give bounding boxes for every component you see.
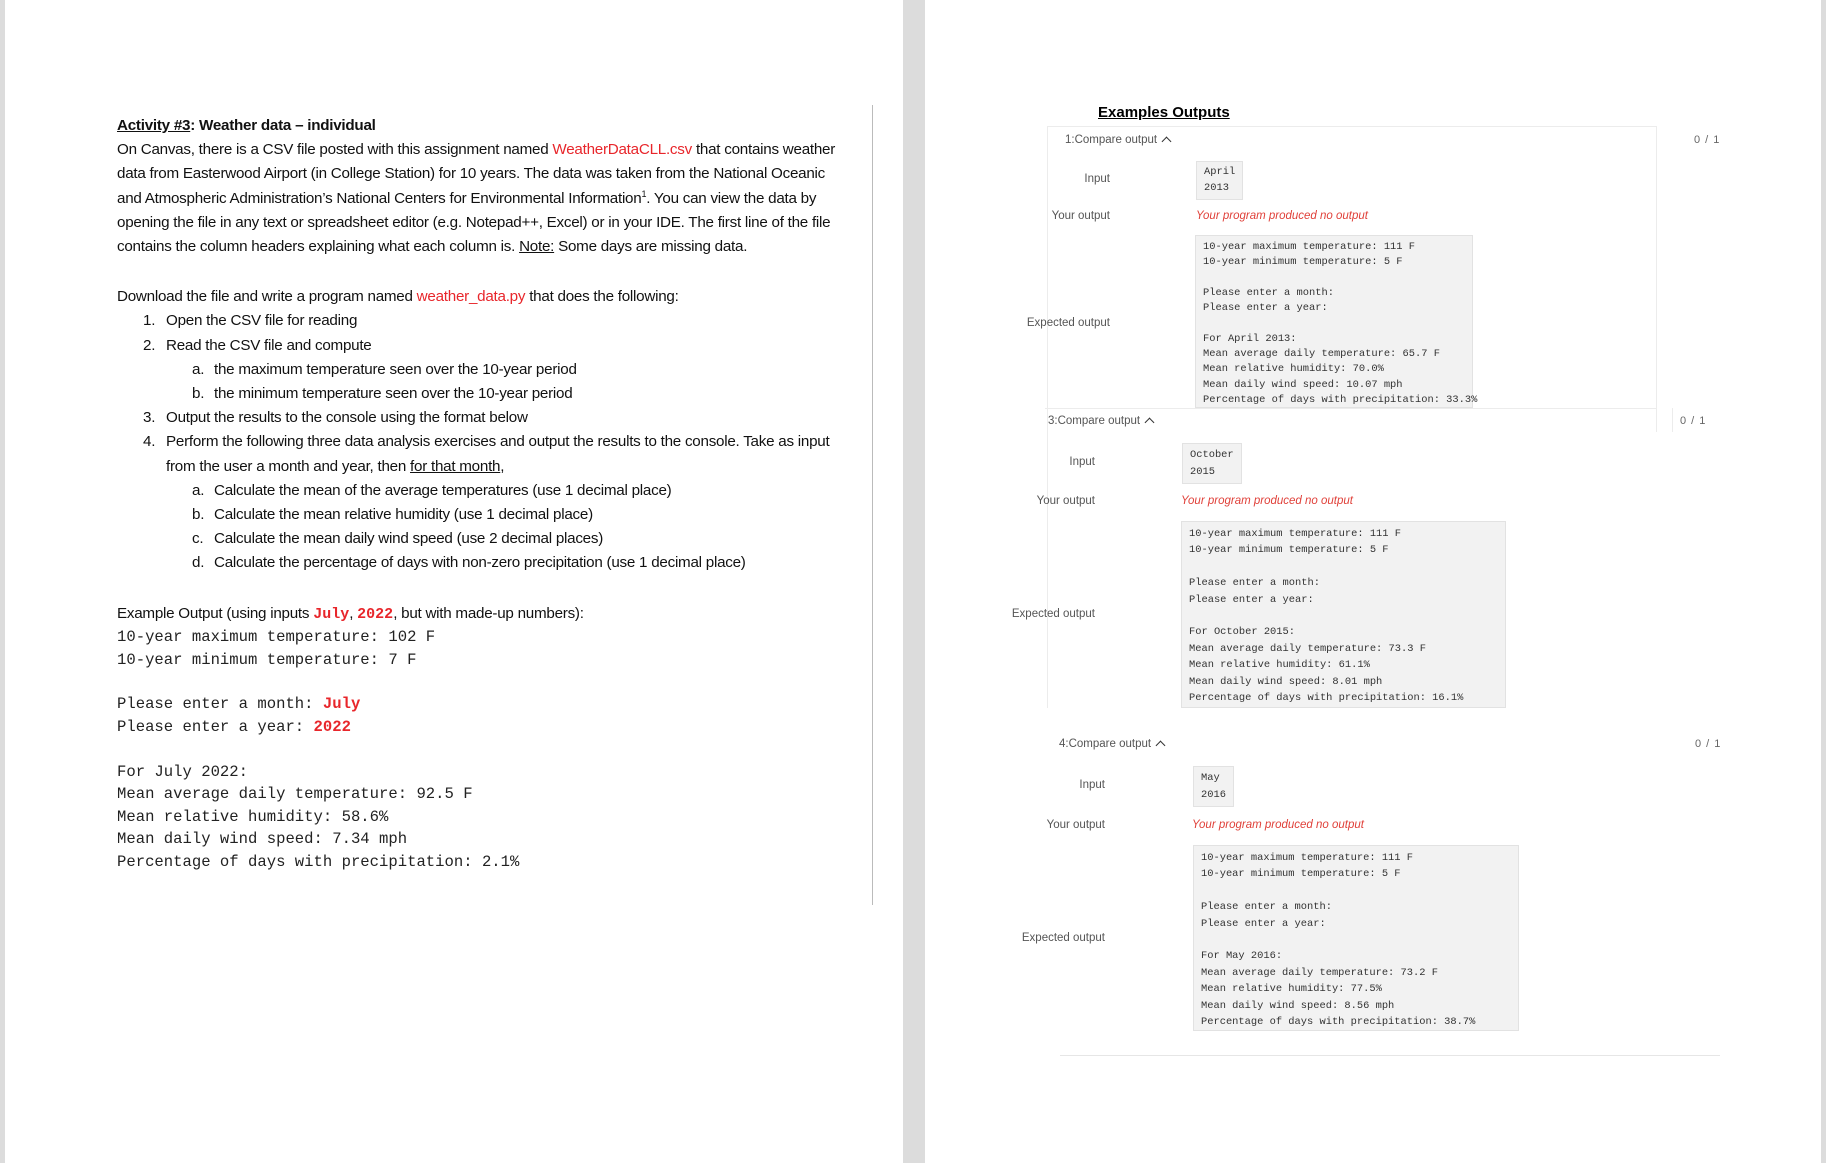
input-value-4: May 2016: [1193, 766, 1234, 807]
expected-output-label: Expected output: [1011, 608, 1095, 620]
intro-paragraph: On Canvas, there is a CSV file posted with this assignment named WeatherDataCLL.csv that contains weather data from Easterwood Airport (in College Station) for 10 years. The data was taken from the National Oceanic and Atmospheric Administration’s National Centers for Environmental Information$^1$. You can view the data by opening the file in any text or spreadsheet editor (e.g. Notepad++, Excel) or in your IDE. The first line of the file contains the column headers explaining what each column is. Note: Some days are missing data.: [117, 141, 836, 256]
input-label: Input: [1079, 779, 1105, 791]
py-filename: weather_data.py: [416, 288, 526, 306]
assignment-document: [117, 114, 877, 874]
input-label: Input: [1069, 456, 1095, 468]
expected-output-1: 10-year maximum temperature: 111 F 10-year minimum temperature: 5 F Please enter a month: Please enter a year: For April 2013: Mean average daily temperature: 65.7 F Mean relative humidity: 70.0% Mean daily wind speed: 10.07 mph Percentage of days with precipitation: 33.3%: [1195, 235, 1473, 408]
steps-list: [117, 309, 877, 575]
assignment-page: [5, 0, 903, 1163]
input-label: Input: [1084, 173, 1110, 185]
chevron-up-icon: [1156, 741, 1166, 751]
compare-output-toggle-1[interactable]: 1:Compare output: [1065, 134, 1170, 146]
csv-filename: WeatherDataCLL.csv: [552, 141, 692, 159]
your-output-label: Your output: [1036, 495, 1095, 507]
no-output-message: Your program produced no output: [1192, 819, 1364, 831]
example-output-heading: Example Output (using inputs July, 2022, but with made-up numbers):: [117, 604, 584, 623]
list-item: 3. Output the results to the console using the format below: [143, 409, 528, 427]
your-output-label: Your output: [1051, 210, 1110, 222]
activity-title: Activity #3: Weather data – individual: [117, 117, 376, 134]
list-item: 1. Open the CSV file for reading: [143, 312, 358, 330]
list-item: b. the minimum temperature seen over the 10-year period: [192, 385, 573, 403]
expected-output-label: Expected output: [1026, 317, 1110, 329]
input-value-1: April 2013: [1196, 161, 1243, 200]
list-item: 2. Read the CSV file and compute a. the maximum temperature seen over the 10-year period b. the minimum temperature seen over the 10-year period: [117, 334, 877, 407]
list-item: a. Calculate the mean of the average temperatures (use 1 decimal place): [192, 481, 672, 499]
list-item: d. Calculate the percentage of days with non-zero precipitation (use 1 decimal place): [192, 554, 746, 572]
score-4: 0 / 1: [1695, 738, 1722, 750]
compare-output-toggle-3[interactable]: 3:Compare output: [1048, 415, 1153, 427]
chevron-up-icon: [1145, 418, 1155, 428]
list-item: c. Calculate the mean daily wind speed (use 2 decimal places): [192, 530, 604, 548]
your-output-label: Your output: [1046, 819, 1105, 831]
expected-output-3: 10-year maximum temperature: 111 F 10-year minimum temperature: 5 F Please enter a month: Please enter a year: For October 2015: Mean average daily temperature: 73.3 F Mean relative humidity: 61.1% Mean daily wind speed: 8.01 mph Percentage of days with precipitation: 16.1%: [1181, 521, 1506, 708]
expected-output-4: 10-year maximum temperature: 111 F 10-year minimum temperature: 5 F Please enter a month: Please enter a year: For May 2016: Mean average daily temperature: 73.2 F Mean relative humidity: 77.5% Mean daily wind speed: 8.56 mph Percentage of days with precipitation: 38.7%: [1193, 845, 1519, 1031]
no-output-message: Your program produced no output: [1196, 210, 1368, 222]
score-1: 0 / 1: [1694, 134, 1721, 146]
sub-list: [166, 479, 877, 576]
input-value-3: October 2015: [1182, 443, 1242, 484]
list-item: 4. Perform the following three data analysis exercises and output the results to the console. Take as input from the user a month and year, then for that month, a. Calculate the mean of the average temperatures (use 1 decimal place) b. Calculate the mean relative humidity (use 1 decimal place) c. Calculate the mean daily wind speed (use 2 decimal places) d. Calculate the percentage of days with non-zero precipitation (use 1 decimal place): [117, 430, 877, 575]
expected-output-label: Expected output: [1021, 932, 1105, 944]
examples-page: [925, 0, 1821, 1163]
download-instruction: Download the file and write a program named weather_data.py that does the following:: [117, 288, 679, 306]
section-divider: [1060, 1055, 1720, 1056]
compare-output-toggle-4[interactable]: 4:Compare output: [1059, 738, 1164, 750]
list-item: a. the maximum temperature seen over the 10-year period: [192, 360, 577, 378]
sub-list: [166, 358, 877, 406]
no-output-message: Your program produced no output: [1181, 495, 1353, 507]
examples-title: Examples Outputs: [1098, 104, 1230, 121]
score-3: 0 / 1: [1680, 415, 1707, 427]
chevron-up-icon: [1162, 137, 1172, 147]
example-console-output: 10-year maximum temperature: 102 F 10-year minimum temperature: 7 F Please enter a month: July Please enter a year: 2022 For July 2022: Mean average daily temperature: 92.5 F Mean relative humidity: 58.6% Mean daily wind speed: 7.34 mph Percentage of days with precipitation: 2.1%: [117, 628, 520, 871]
list-item: b. Calculate the mean relative humidity (use 1 decimal place): [192, 506, 593, 524]
